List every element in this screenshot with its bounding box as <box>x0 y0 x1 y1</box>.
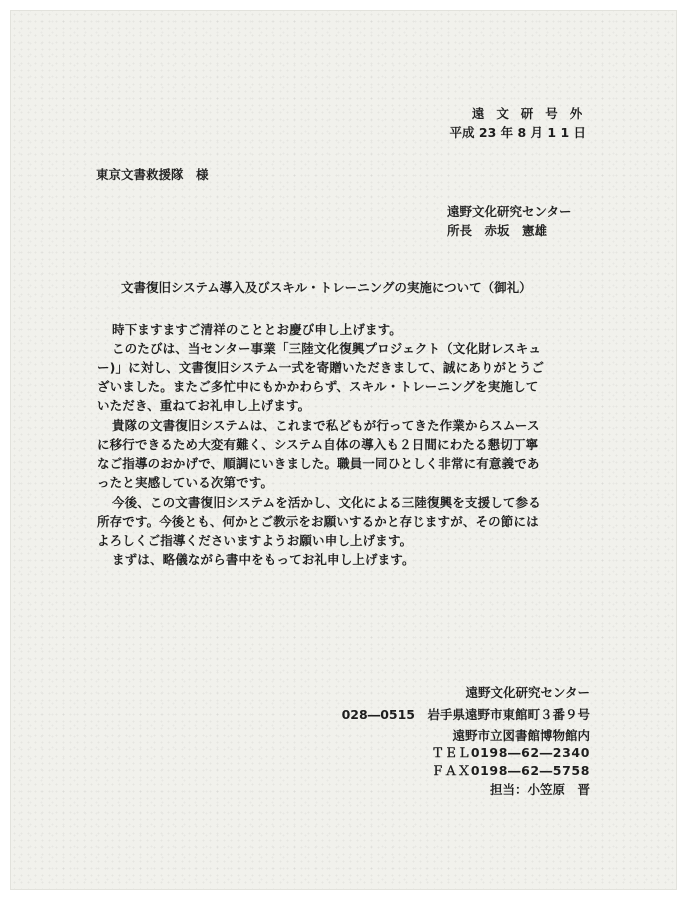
recipient: 東京文書救援隊 様 <box>96 167 209 182</box>
body-line: 今後、この文書復旧システムを活かし、文化による三陸復興を支援して参る <box>112 495 541 510</box>
body-line: よろしくご指導くださいますようお願い申し上げます。 <box>97 533 413 548</box>
footer-contact: 担当：小笠原 晋 <box>489 782 590 797</box>
body-line: このたびは、当センター事業「三陸文化復興プロジェクト（文化財レスキュ <box>112 341 541 356</box>
body-line: に移行できるため大変有難く、システム自体の導入も２日間にわたる懇切丁寧 <box>97 437 539 452</box>
footer-tel: ＴＥＬ0198―62―2340 <box>431 745 590 760</box>
footer-venue: 遠野市立図書館博物館内 <box>452 728 590 743</box>
body-line: ざいました。またご多忙中にもかかわらず、スキル・トレーニングを実施して <box>97 379 539 394</box>
footer-fax: ＦＡＸ0198―62―5758 <box>431 763 590 778</box>
body-line: まずは、略儀ながら書中をもってお礼申し上げます。 <box>112 552 415 567</box>
body-line: ー)」に対し、文書復旧システム一式を寄贈いただきまして、誠にありがとうご <box>97 360 545 375</box>
body-line: 貴隊の文書復旧システムは、これまで私どもが行ってきた作業からスムース <box>112 418 540 433</box>
body-line: 時下ますますご清祥のこととお慶び申し上げます。 <box>112 322 402 337</box>
body-line: 所存です。今後とも、何かとご教示をお願いするかと存じますが、その節には <box>97 514 539 529</box>
reference-number: 遠 文 研 号 外 <box>471 106 586 121</box>
body-line: ったと実感している次第です。 <box>97 475 274 490</box>
letter-subject: 文書復旧システム導入及びスキル・トレーニングの実施について（御礼） <box>121 280 532 295</box>
body-line: いただき、重ねてお礼申し上げます。 <box>97 398 311 413</box>
sender-organization: 遠野文化研究センター <box>447 204 572 219</box>
letter-date: 平成 23 年 8 月 1 1 日 <box>449 125 586 140</box>
footer-organization: 遠野文化研究センター <box>465 685 590 700</box>
sender-head: 所長 赤坂 憲雄 <box>447 223 548 238</box>
footer-address: 028―0515 岩手県遠野市東館町３番９号 <box>341 707 590 722</box>
body-line: なご指導のおかげで、順調にいきました。職員一同ひとしく非常に有意義であ <box>97 456 540 471</box>
